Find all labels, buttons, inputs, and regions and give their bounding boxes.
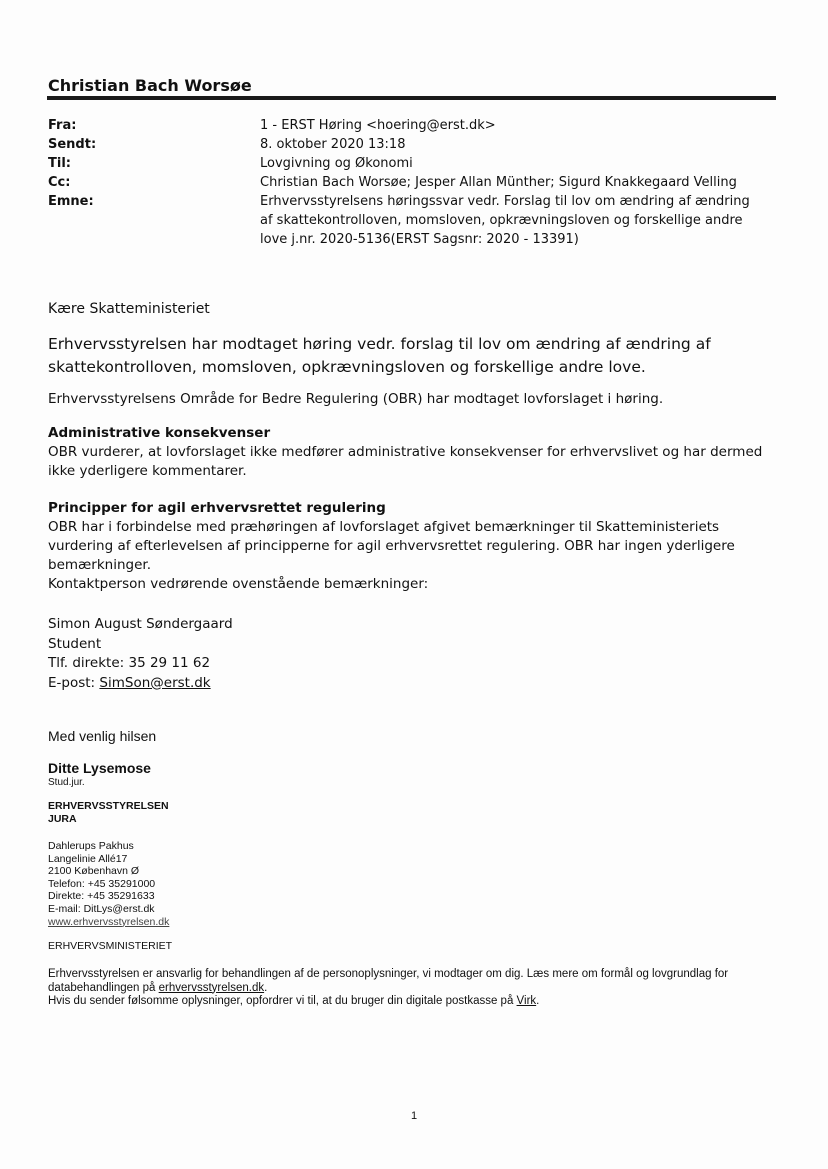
header-value: 1 - ERST Høring <hoering@erst.dk> [260,118,496,133]
website-link[interactable]: www.erhvervsstyrelsen.dk [48,915,170,928]
section-heading: Administrative konsekvenser [48,425,271,441]
greeting: Kære Skatteministeriet [48,301,210,317]
contact-name: Simon August Søndergaard [48,616,233,632]
address-line: 2100 København Ø [48,865,140,878]
contact-email-line [48,674,778,694]
header-row-to [48,154,778,173]
privacy-text: Hvis du sender følsomme oplysninger, opfordrer vi til, at du bruger din digitale postkasse på [48,995,517,1007]
header-label: Cc: [48,175,71,190]
address-line: Direkte: +45 35291633 [48,890,155,903]
signature-organization [48,800,169,826]
header-value: Christian Bach Worsøe; Jesper Allan Münther; Sigurd Knakkegaard Velling [260,175,737,190]
signature-title: Stud.jur. [48,777,85,788]
header-label: Fra: [48,118,77,133]
header-rule [47,96,776,100]
header-row-from [48,116,778,135]
privacy-text: . [264,981,268,994]
address-line: E-mail: DitLys@erst.dk [48,902,155,915]
page-number: 1 [410,1110,418,1122]
address-line: Langelinie Allé17 [48,852,128,865]
privacy-link[interactable]: erhvervsstyrelsen.dk [158,981,265,994]
ministry-name: ERHVERVSMINISTERIET [48,940,173,952]
header-label: Emne: [48,194,94,209]
signature-name: Ditte Lysemose [48,760,151,776]
signature-address [48,840,169,928]
privacy-notice [48,968,788,1009]
contact-role: Student [48,635,102,652]
closing-regards: Med venlig hilsen [48,728,157,744]
lead-paragraph: Erhvervsstyrelsen har modtaget høring vedr. forslag til lov om ændring af ændring af skattekontrolloven, momsloven, opkrævningsloven og forskellige andre love. [48,335,711,376]
virk-link[interactable]: Virk [516,995,537,1007]
header-value: Erhvervsstyrelsens høringssvar vedr. Forslag til lov om ændring af ændring af skattekontrolloven, momsloven, opkrævningsloven og forskellige andre love j.nr. 2020-5136(ERST Sagsnr: 2020 - 13391) [260,194,750,247]
section-text: OBR har i forbindelse med præhøringen af lovforslaget afgivet bemærkninger til Skatteministeriets vurdering af efterlevelsen af principperne for agil erhvervsrettet regulering. OBR har ingen yderligere bemærkninger. [48,519,735,573]
privacy-text: . [536,995,540,1007]
section-heading: Principper for agil erhvervsrettet regulering [48,500,386,516]
contact-phone: Tlf. direkte: 35 29 11 62 [48,655,211,671]
privacy-text: Erhvervsstyrelsen er ansvarlig for behandlingen af de personoplysninger, vi modtager om dig. Læs mere om formål og lovgrundlag for databehandlingen på [48,968,729,994]
department-name: JURA [48,813,77,825]
header-row-subject [48,192,778,249]
sender-name: Christian Bach Worsøe [48,76,252,95]
contact-email-label: E-post: [48,674,100,691]
contact-block [48,615,778,693]
header-value: 8. oktober 2020 13:18 [260,137,406,152]
header-row-sent [48,135,778,154]
email-header [48,116,778,249]
organization-name: ERHVERVSSTYRELSEN [48,800,169,812]
header-value: Lovgivning og Økonomi [260,156,413,171]
intro-paragraph: Erhvervsstyrelsens Område for Bedre Regulering (OBR) har modtaget lovforslaget i høring. [48,391,664,407]
section-text: OBR vurderer, at lovforslaget ikke medfører administrative konsekvenser for erhvervslivet og har dermed ikke yderligere kommentarer. [48,444,763,479]
contact-email-link[interactable]: SimSon@erst.dk [99,674,211,691]
header-row-cc [48,173,778,192]
header-label: Til: [48,156,71,171]
contact-intro: Kontaktperson vedrørende ovenstående bemærkninger: [48,576,429,592]
address-line: Dahlerups Pakhus [48,840,134,852]
header-label: Sendt: [48,137,97,152]
address-line: Telefon: +45 35291000 [48,877,156,890]
